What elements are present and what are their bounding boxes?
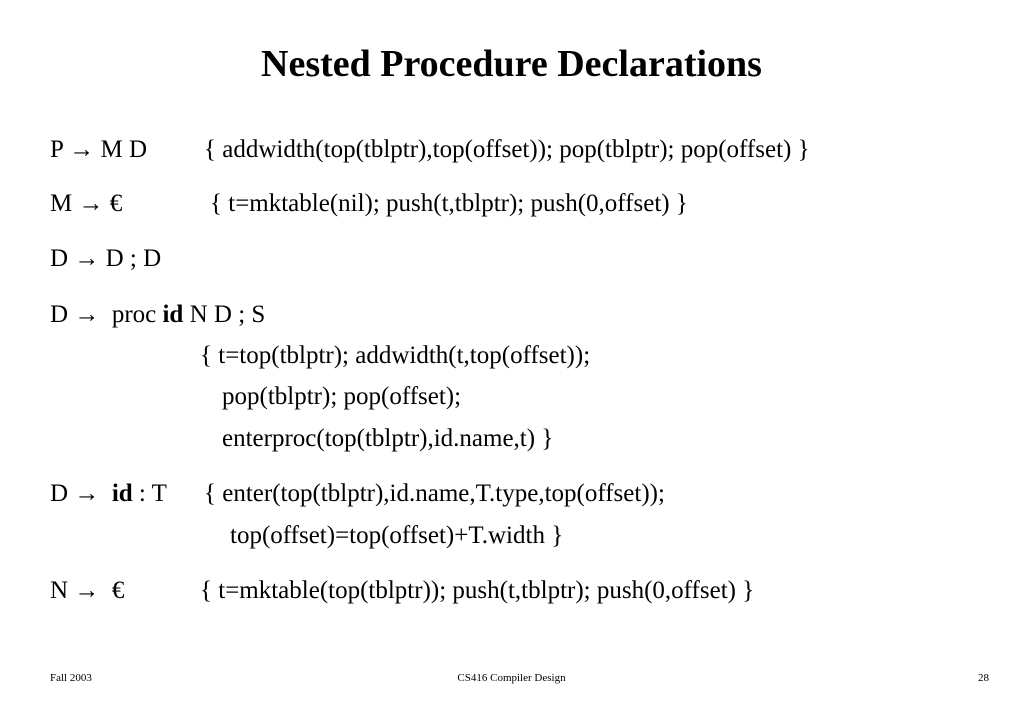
rule-production: [50, 479, 167, 509]
rule-lhs: D: [50, 245, 69, 272]
rule-lhs: P: [50, 136, 63, 163]
semantic-action: { addwidth(top(tblptr),top(offset)); pop(tblptr); pop(offset) }: [204, 136, 810, 163]
rule-rhs-id: id: [162, 301, 184, 328]
rule-rhs: €: [109, 190, 123, 217]
arrow-symbol: →: [74, 301, 100, 328]
rule-production: [50, 189, 122, 219]
arrow-symbol: →: [74, 245, 100, 272]
rule-lhs: D: [50, 301, 69, 328]
semantic-action-line: { enter(top(tblptr),id.name,T.type,top(offset));: [204, 480, 665, 507]
semantic-action: { t=mktable(top(tblptr)); push(t,tblptr); push(0,offset) }: [200, 577, 755, 604]
semantic-action-line: top(offset)=top(offset)+T.width }: [230, 522, 564, 549]
rule-rhs: : T: [138, 480, 167, 507]
arrow-symbol: →: [74, 577, 100, 604]
rule-rhs-id: id: [111, 480, 133, 507]
rule-production: [50, 244, 161, 274]
rule-production: [50, 300, 265, 330]
semantic-action-line: pop(tblptr); pop(offset);: [222, 383, 462, 410]
rule-production: [50, 135, 147, 165]
rule-rhs: M D: [100, 136, 148, 163]
rule-lhs: N: [50, 577, 69, 604]
semantic-action-line: enterproc(top(tblptr),id.name,t) }: [222, 425, 554, 452]
footer-date: Fall 2003: [50, 672, 92, 684]
slide-title: Nested Procedure Declarations: [261, 43, 762, 85]
rule-production: [50, 576, 124, 606]
semantic-action-line: { t=top(tblptr); addwidth(t,top(offset));: [200, 342, 591, 369]
rule-rhs: D ; D: [105, 245, 162, 272]
rule-lhs: M: [50, 190, 73, 217]
rule-rhs-keyword: proc: [111, 301, 157, 328]
rule-lhs: D: [50, 480, 69, 507]
arrow-symbol: →: [78, 190, 104, 217]
arrow-symbol: →: [69, 136, 95, 163]
semantic-action: { t=mktable(nil); push(t,tblptr); push(0,offset) }: [210, 190, 688, 217]
footer-course: CS416 Compiler Design: [457, 672, 566, 684]
footer-page-number: 28: [978, 672, 989, 684]
rule-rhs: N D ; S: [189, 301, 266, 328]
arrow-symbol: →: [74, 480, 100, 507]
rule-rhs: €: [111, 577, 125, 604]
